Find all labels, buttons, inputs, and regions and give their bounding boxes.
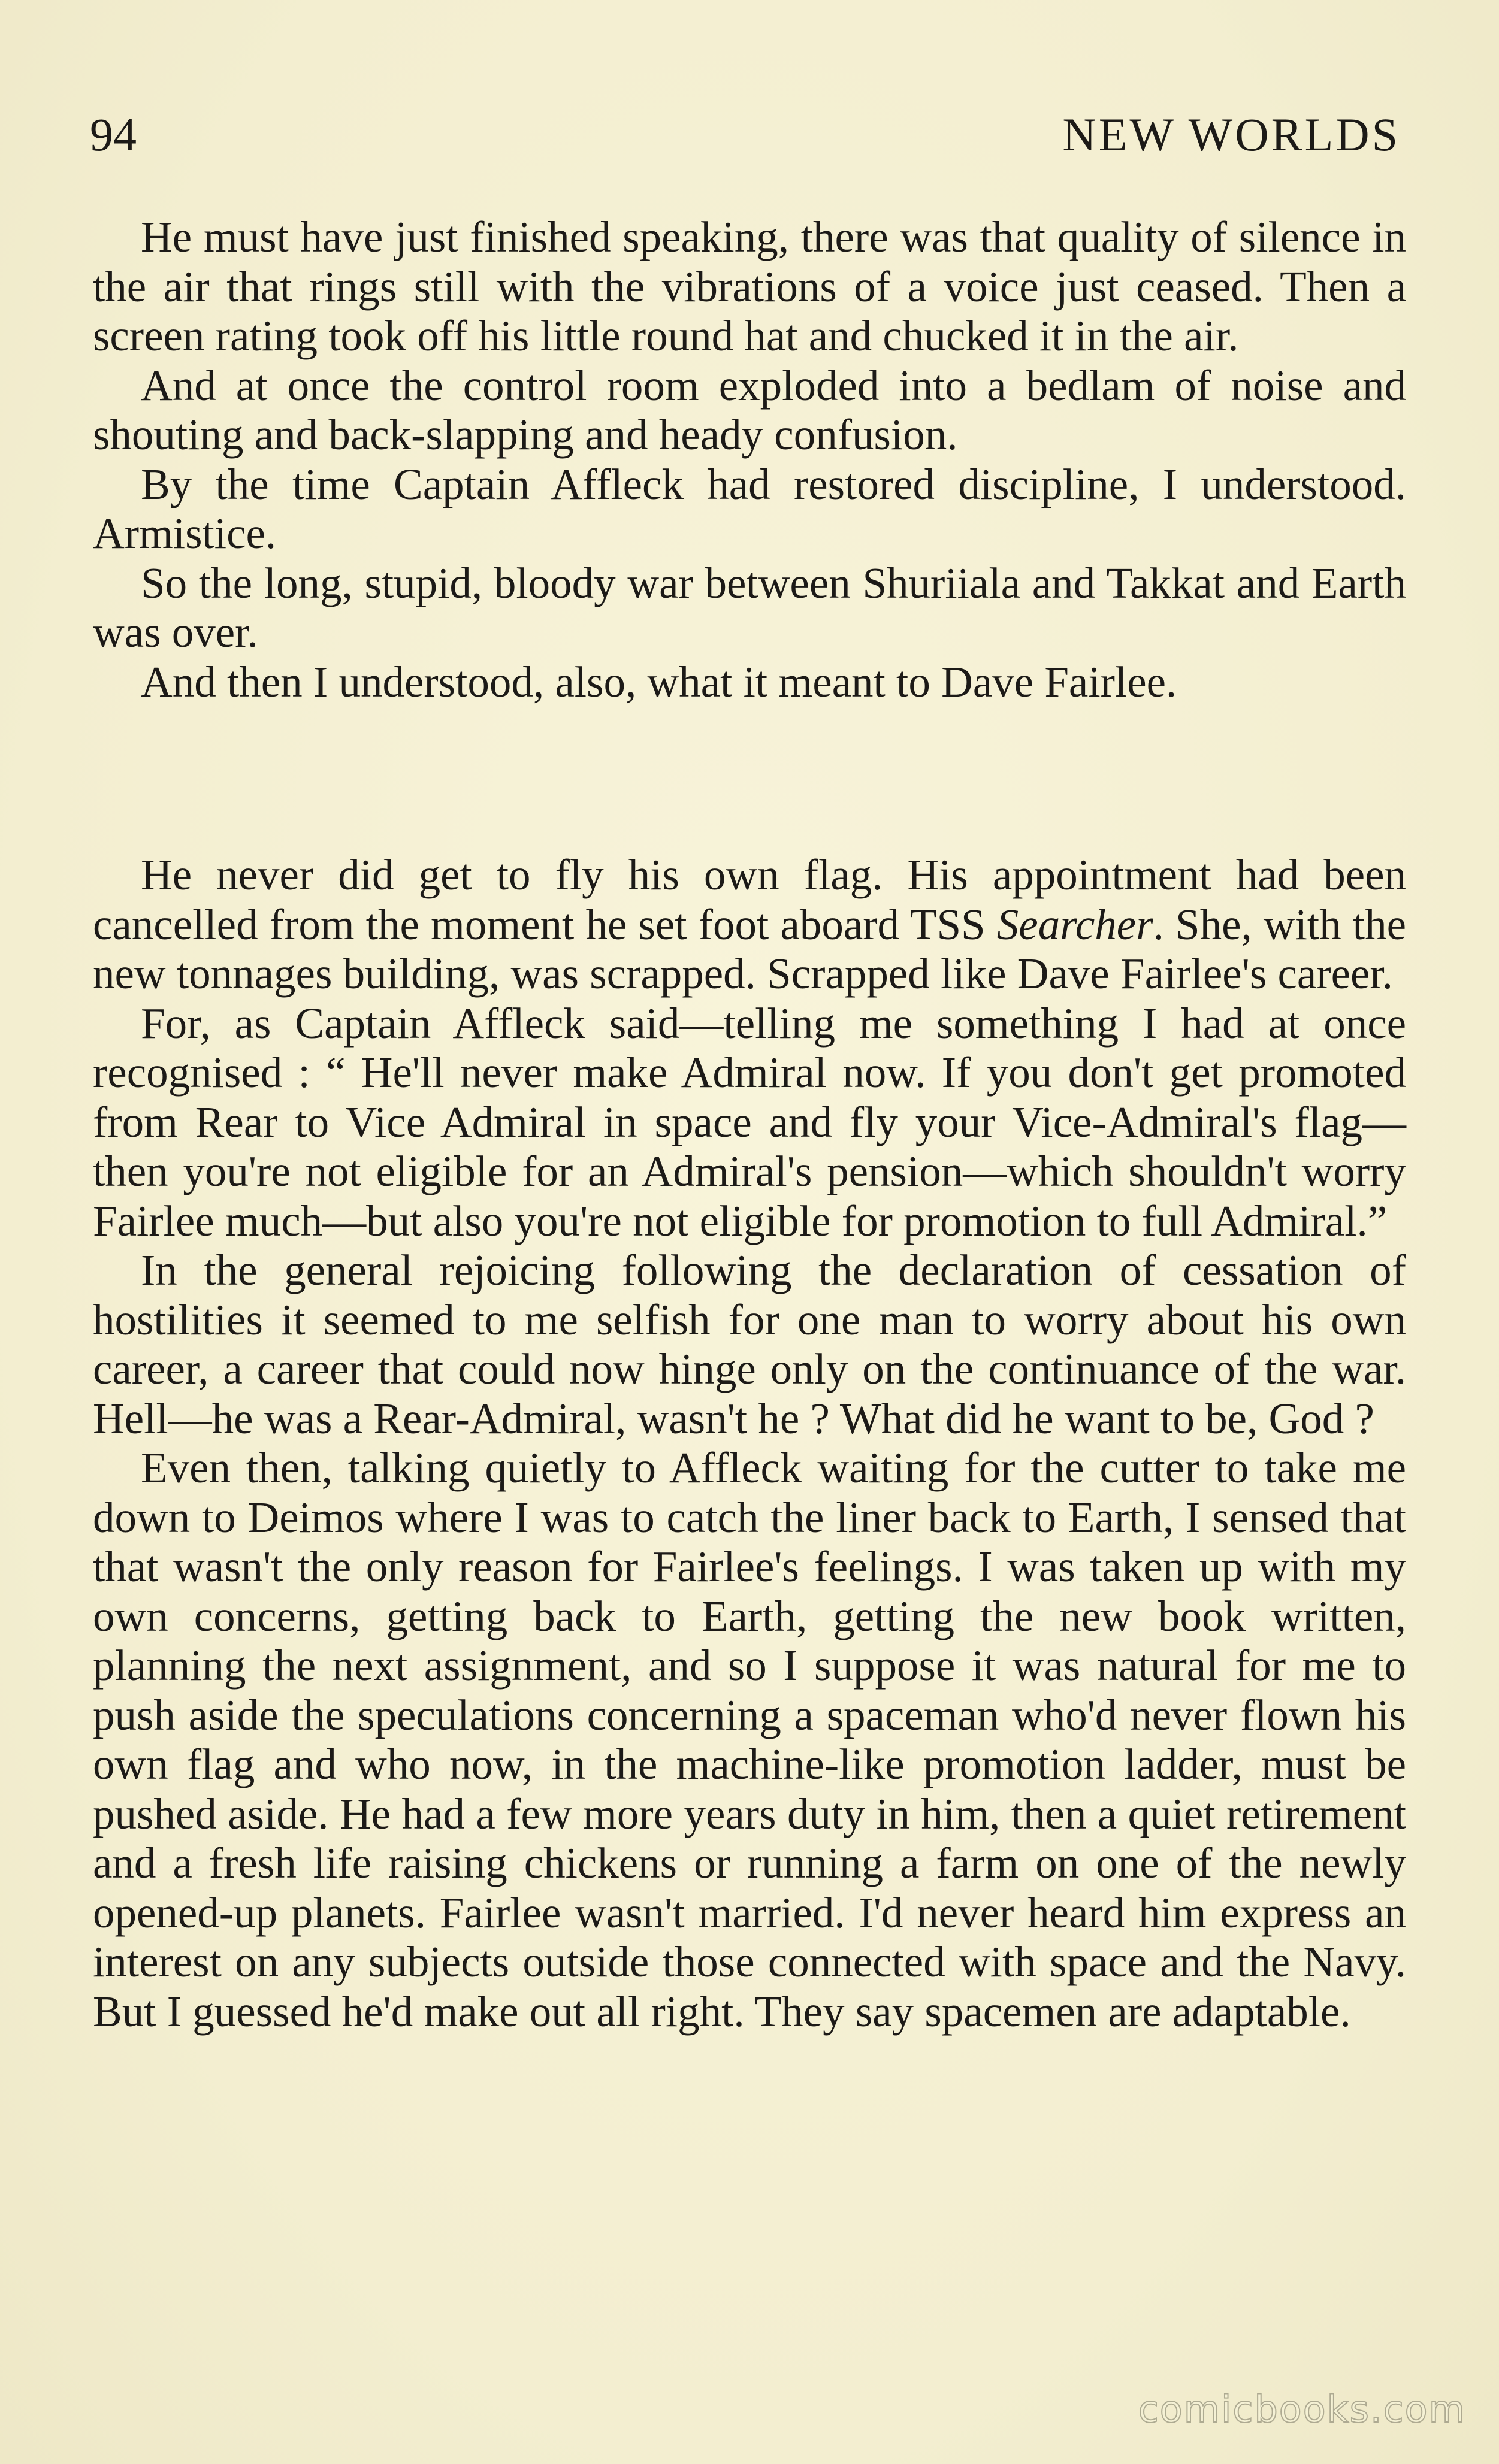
paragraph: Even then, talking quietly to Affleck waiting for the cutter to take me down to Deimos where I was to catch the liner back to Earth, I sensed that that wasn't the only reason for Fairlee's feelings. I was taken up with my own concerns, getting back to Earth, getting the new book written, planning the next assignment, and so I suppose it was natural for me to push aside the speculations concerning a spaceman who'd never flown his own flag and who now, in the machine-like promotion ladder, must be pushed aside. He had a few more years duty in him, then a quiet retirement and a fresh life raising chickens or running a farm on one of the newly opened-up planets. Fairlee wasn't married. I'd never heard him express an interest on any subjects outside those connected with space and the Navy. But I guessed he'd make out all right. They say spacemen are adaptable. xyxy=(93,1443,1406,2036)
running-title: NEW WORLDS xyxy=(1062,108,1400,161)
paragraph: He must have just finished speaking, there was that quality of silence in the air that rings still with the vibrations of a voice just ceased. Then a screen rating took off his little round hat and chucked it in the air. xyxy=(93,213,1406,360)
paragraph-text: . She, with the new tonnages building, was scrapped. Scrapped like Dave Fairlee's career. xyxy=(93,900,1406,998)
text-section-1 xyxy=(93,213,1406,707)
paragraph: So the long, stupid, bloody war between Shuriiala and Takkat and Earth was over. xyxy=(93,558,1406,656)
paragraph: For, as Captain Affleck said—telling me something I had at once recognised : “ He'll never make Admiral now. If you don't get promoted from Rear to Vice Admiral in space and fly your Vice-Admiral's flag—then you're not eligible for an Admiral's pension—which shouldn't worry Fairlee much—but also you're not eligible for promotion to full Admiral.” xyxy=(93,998,1406,1245)
paragraph: And at once the control room exploded into a bedlam of noise and shouting and back-slapping and heady confusion. xyxy=(93,361,1406,459)
paragraph-text: He never did get to fly his own flag. His appointment had been cancelled from the moment he set foot aboard TSS xyxy=(93,850,1406,949)
watermark: comicbooks.com xyxy=(1138,2387,1466,2431)
paragraph xyxy=(93,850,1406,999)
page-number: 94 xyxy=(90,108,137,161)
paragraph: In the general rejoicing following the declaration of cessation of hostilities it seemed to me selfish for one man to worry about his own career, a career that could now hinge only on the continuance of the war. Hell—he was a Rear-Admiral, wasn't he ? What did he want to be, God ? xyxy=(93,1246,1406,1443)
paragraph: By the time Captain Affleck had restored discipline, I understood. Armistice. xyxy=(93,459,1406,558)
page-header xyxy=(90,105,1400,165)
text-section-2 xyxy=(93,850,1406,2036)
paragraph: And then I understood, also, what it meant to Dave Fairlee. xyxy=(141,657,1177,706)
ship-name: Searcher xyxy=(996,900,1153,949)
